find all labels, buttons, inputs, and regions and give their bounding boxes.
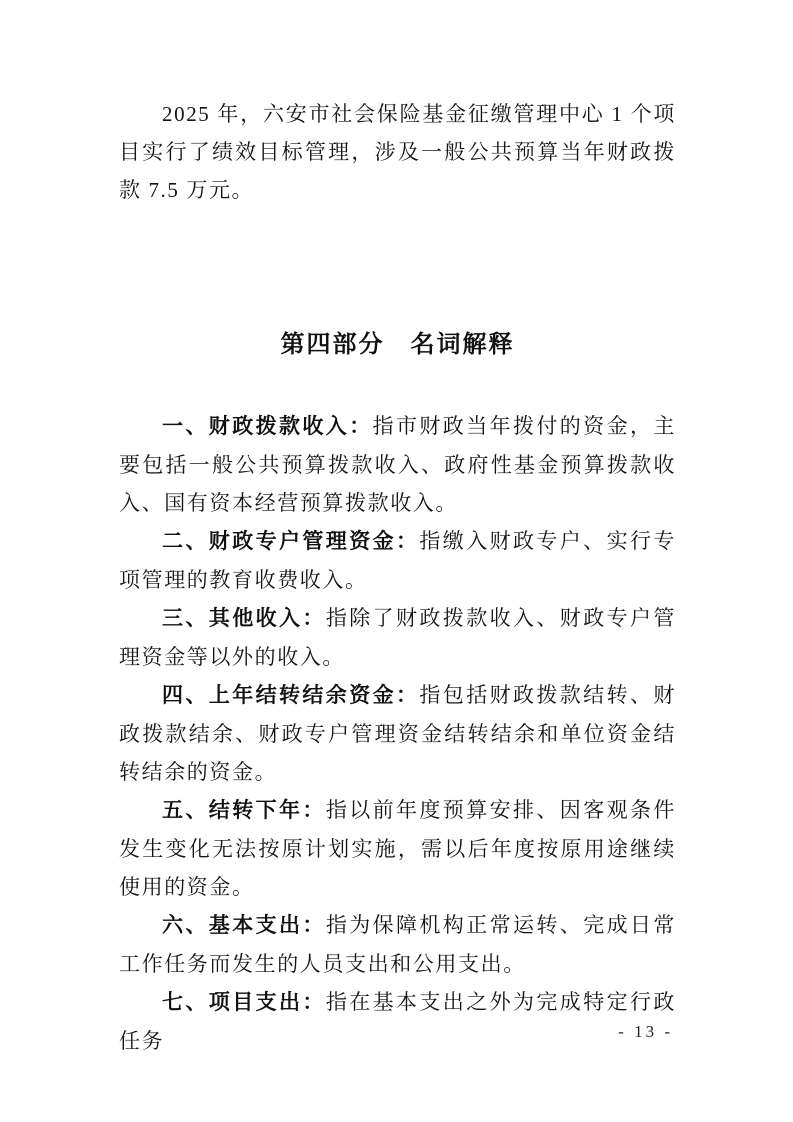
definition-term: 四、上年结转结余资金： <box>162 684 420 707</box>
definition-term: 一、财政拨款收入： <box>162 415 373 438</box>
definition-term: 五、结转下年： <box>162 799 326 822</box>
definition-term: 二、财政专户管理资金： <box>162 530 420 553</box>
definition-term: 三、其他收入： <box>162 607 326 630</box>
page-content <box>119 0 676 1060</box>
definition-paragraph <box>119 407 676 522</box>
definition-text: 指缴入财政专户、实行专项管理的教育收费收入。 <box>119 529 676 592</box>
definition-paragraph <box>119 599 676 676</box>
definition-paragraph <box>119 522 676 599</box>
section-heading: 第四部分 名词解释 <box>280 331 515 358</box>
definition-term: 六、基本支出： <box>162 914 326 937</box>
definitions-block <box>119 407 676 1060</box>
definition-text: 指除了财政拨款收入、财政专户管理资金等以外的收入。 <box>119 606 677 669</box>
definition-text: 指以前年度预算安排、因客观条件发生变化无法按原计划实施，需以后年度按原用途继续使用的资金。 <box>119 798 677 899</box>
definition-paragraph <box>119 906 676 983</box>
definition-text: 指包括财政拨款结转、财政拨款结余、财政专户管理资金结转结余和单位资金结转结余的资金。 <box>119 683 676 784</box>
definition-text: 指市财政当年拨付的资金，主要包括一般公共预算拨款收入、政府性基金预算拨款收入、国有资本经营预算拨款收入。 <box>119 414 676 515</box>
definition-text: 指在基本支出之外为完成特定行政任务 <box>119 990 677 1053</box>
definition-term: 七、项目支出： <box>162 991 326 1014</box>
definition-text: 指为保障机构正常运转、完成日常工作任务而发生的人员支出和公用支出。 <box>119 913 677 976</box>
page-number: - 13 - <box>618 1022 673 1041</box>
definition-paragraph <box>119 983 676 1060</box>
definition-paragraph <box>119 791 676 906</box>
intro-paragraph: 2025 年，六安市社会保险基金征缴管理中心 1 个项目实行了绩效目标管理，涉及一般公共预算当年财政拨款 7.5 万元。 <box>119 102 676 202</box>
definition-paragraph <box>119 676 676 791</box>
